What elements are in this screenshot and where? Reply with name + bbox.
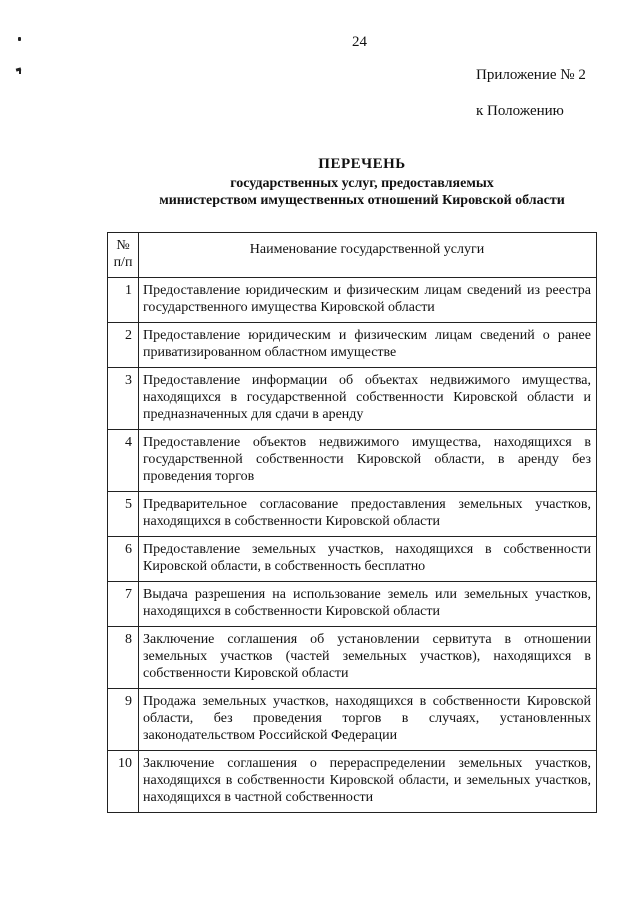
document-subtitle-line2: министерством имущественных отношений Кировской области (159, 193, 565, 208)
row-service-name: Предоставление юридическим и физическим лицам сведений о ранее приватизированном областном имуществе (139, 323, 597, 368)
table-row (108, 430, 597, 492)
table-row (108, 492, 597, 537)
document-subtitle-line1: государственных услуг, предоставляемых (230, 176, 494, 191)
table-row (108, 751, 597, 813)
table-row (108, 368, 597, 430)
row-service-name: Предоставление земельных участков, находящихся в собственности Кировской области, в собственность бесплатно (139, 537, 597, 582)
table-row (108, 689, 597, 751)
header-number-line2: п/п (113, 255, 133, 270)
row-number: 2 (108, 323, 139, 368)
row-service-name: Предоставление объектов недвижимого имущества, находящихся в государственной собственности Кировской области, в аренду без проведения торгов (139, 430, 597, 492)
row-number: 5 (108, 492, 139, 537)
row-service-name: Предварительное согласование предоставления земельных участков, находящихся в собственности Кировской области (139, 492, 597, 537)
row-number: 6 (108, 537, 139, 582)
page-number: 24 (352, 34, 367, 50)
document-title: ПЕРЕЧЕНЬ (318, 156, 406, 172)
row-service-name: Продажа земельных участков, находящихся в собственности Кировской области, без проведения торгов в случаях, установленных законодательством Российской Федерации (139, 689, 597, 751)
scan-mark (19, 69, 21, 74)
table-row (108, 278, 597, 323)
row-service-name: Заключение соглашения о перераспределении земельных участков, находящихся в собственности Кировской области, и земельных участков, находящихся в частной собственности (139, 751, 597, 813)
services-table (107, 232, 597, 813)
table-row (108, 582, 597, 627)
header-number-line1: № (116, 238, 130, 253)
header-service-name: Наименование государственной услуги (139, 233, 597, 278)
header-number (108, 233, 139, 278)
table-row (108, 323, 597, 368)
row-service-name: Выдача разрешения на использование земель или земельных участков, находящихся в собственности Кировской области (139, 582, 597, 627)
appendix-label: Приложение № 2 (476, 67, 586, 83)
row-service-name: Предоставление юридическим и физическим лицам сведений из реестра государственного имущества Кировской области (139, 278, 597, 323)
row-number: 3 (108, 368, 139, 430)
row-number: 7 (108, 582, 139, 627)
row-number: 10 (108, 751, 139, 813)
row-number: 9 (108, 689, 139, 751)
table-row (108, 627, 597, 689)
row-number: 1 (108, 278, 139, 323)
appendix-reference: к Положению (476, 103, 564, 119)
row-service-name: Предоставление информации об объектах недвижимого имущества, находящихся в государственной собственности Кировской области и предназначенных для сдачи в аренду (139, 368, 597, 430)
row-number: 4 (108, 430, 139, 492)
table-row (108, 537, 597, 582)
row-service-name: Заключение соглашения об установлении сервитута в отношении земельных участков (частей земельных участков), находящихся в собственности Кировской области (139, 627, 597, 689)
table-header-row (108, 233, 597, 278)
row-number: 8 (108, 627, 139, 689)
